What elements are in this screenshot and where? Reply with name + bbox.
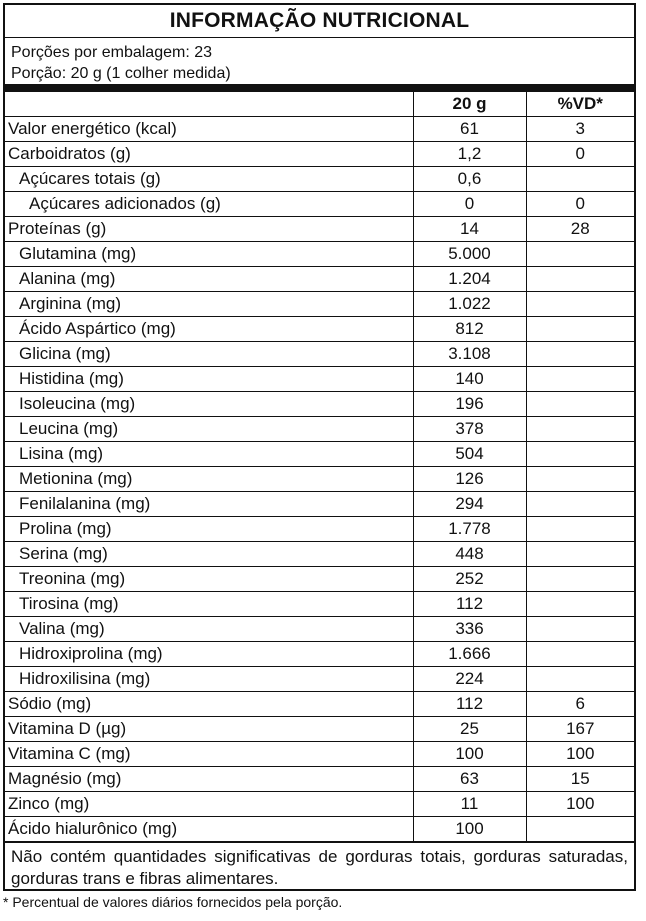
table-row bbox=[5, 492, 634, 517]
table-row bbox=[5, 392, 634, 417]
nutrient-amount: 224 bbox=[413, 667, 526, 692]
nutrient-dv bbox=[526, 617, 634, 642]
table-row bbox=[5, 542, 634, 567]
nutrient-name: Ácido hialurônico (mg) bbox=[5, 817, 413, 842]
table-row bbox=[5, 467, 634, 492]
table-row bbox=[5, 567, 634, 592]
table-row bbox=[5, 717, 634, 742]
nutrient-name: Proteínas (g) bbox=[5, 217, 413, 242]
nutrient-name: Serina (mg) bbox=[5, 542, 413, 567]
nutrient-dv bbox=[526, 642, 634, 667]
nutrient-dv bbox=[526, 492, 634, 517]
nutrient-dv bbox=[526, 167, 634, 192]
nutrient-amount: 1.778 bbox=[413, 517, 526, 542]
nutrient-name: Glutamina (mg) bbox=[5, 242, 413, 267]
serving-size: Porção: 20 g (1 colher medida) bbox=[11, 65, 231, 82]
header-dv: %VD* bbox=[526, 92, 634, 117]
nutrient-amount: 14 bbox=[413, 217, 526, 242]
table-row bbox=[5, 142, 634, 167]
nutrient-amount: 336 bbox=[413, 617, 526, 642]
nutrient-name: Açúcares totais (g) bbox=[5, 167, 413, 192]
nutrient-amount: 25 bbox=[413, 717, 526, 742]
nutrient-amount: 126 bbox=[413, 467, 526, 492]
nutrient-name: Magnésio (mg) bbox=[5, 767, 413, 792]
table-row bbox=[5, 317, 634, 342]
nutrient-dv bbox=[526, 517, 634, 542]
nutrient-dv bbox=[526, 417, 634, 442]
nutrient-amount: 196 bbox=[413, 392, 526, 417]
nutrient-dv bbox=[526, 367, 634, 392]
nutrient-name: Fenilalanina (mg) bbox=[5, 492, 413, 517]
table-row bbox=[5, 767, 634, 792]
nutrient-amount: 0,6 bbox=[413, 167, 526, 192]
table-row bbox=[5, 242, 634, 267]
nutrient-amount: 112 bbox=[413, 592, 526, 617]
nutrient-dv bbox=[526, 242, 634, 267]
nutrient-dv: 167 bbox=[526, 717, 634, 742]
nutrient-amount: 11 bbox=[413, 792, 526, 817]
nutrient-dv bbox=[526, 442, 634, 467]
nutrient-amount: 61 bbox=[413, 117, 526, 142]
table-row bbox=[5, 367, 634, 392]
nutrient-amount: 812 bbox=[413, 317, 526, 342]
nutrient-name: Alanina (mg) bbox=[5, 267, 413, 292]
nutrient-name: Tirosina (mg) bbox=[5, 592, 413, 617]
nutrient-dv bbox=[526, 592, 634, 617]
nutrient-name: Prolina (mg) bbox=[5, 517, 413, 542]
nutrient-amount: 1.204 bbox=[413, 267, 526, 292]
nutrient-name: Arginina (mg) bbox=[5, 292, 413, 317]
nutrient-name: Lisina (mg) bbox=[5, 442, 413, 467]
nutrient-name: Treonina (mg) bbox=[5, 567, 413, 592]
nutrient-name: Hidroxiprolina (mg) bbox=[5, 642, 413, 667]
nutrient-dv bbox=[526, 392, 634, 417]
nutrient-amount: 140 bbox=[413, 367, 526, 392]
nutrient-amount: 3.108 bbox=[413, 342, 526, 367]
nutrient-amount: 0 bbox=[413, 192, 526, 217]
table-row bbox=[5, 742, 634, 767]
nutrient-amount: 294 bbox=[413, 492, 526, 517]
table-row bbox=[5, 267, 634, 292]
nutrient-name: Isoleucina (mg) bbox=[5, 392, 413, 417]
nutrient-dv bbox=[526, 817, 634, 842]
nutrient-dv: 3 bbox=[526, 117, 634, 142]
table-row bbox=[5, 592, 634, 617]
nutrient-dv: 6 bbox=[526, 692, 634, 717]
nutrient-dv: 100 bbox=[526, 792, 634, 817]
table-row bbox=[5, 417, 634, 442]
table-row bbox=[5, 192, 634, 217]
nutrient-dv: 0 bbox=[526, 142, 634, 167]
nutrient-name: Sódio (mg) bbox=[5, 692, 413, 717]
table-row bbox=[5, 517, 634, 542]
nutrient-amount: 100 bbox=[413, 817, 526, 842]
header-divider bbox=[5, 84, 634, 91]
table-body bbox=[5, 117, 634, 842]
nutrient-dv bbox=[526, 317, 634, 342]
table-row bbox=[5, 692, 634, 717]
header-blank-cell bbox=[5, 92, 413, 117]
nutrient-name: Valina (mg) bbox=[5, 617, 413, 642]
nutrient-dv bbox=[526, 567, 634, 592]
nutrient-name: Leucina (mg) bbox=[5, 417, 413, 442]
nutrient-name: Valor energético (kcal) bbox=[5, 117, 413, 142]
nutrient-dv: 0 bbox=[526, 192, 634, 217]
nutrient-name: Metionina (mg) bbox=[5, 467, 413, 492]
nutrient-dv: 15 bbox=[526, 767, 634, 792]
table-row bbox=[5, 342, 634, 367]
table-header-row bbox=[5, 92, 634, 117]
table-row bbox=[5, 292, 634, 317]
nutrient-name: Açúcares adicionados (g) bbox=[5, 192, 413, 217]
table-row bbox=[5, 792, 634, 817]
footnote: * Percentual de valores diários fornecidos pela porção. bbox=[3, 894, 343, 910]
serving-info bbox=[5, 38, 634, 84]
nutrition-facts-panel bbox=[3, 3, 636, 891]
nutrient-dv bbox=[526, 542, 634, 567]
nutrient-name: Histidina (mg) bbox=[5, 367, 413, 392]
nutrient-name: Ácido Aspártico (mg) bbox=[5, 317, 413, 342]
nutrient-dv: 100 bbox=[526, 742, 634, 767]
nutrient-name: Vitamina D (µg) bbox=[5, 717, 413, 742]
nutrient-amount: 63 bbox=[413, 767, 526, 792]
table-row bbox=[5, 667, 634, 692]
nutrient-dv bbox=[526, 292, 634, 317]
nutrient-amount: 252 bbox=[413, 567, 526, 592]
nutrition-table bbox=[5, 91, 634, 842]
nutrient-amount: 1.666 bbox=[413, 642, 526, 667]
nutrient-name: Vitamina C (mg) bbox=[5, 742, 413, 767]
nutrient-amount: 112 bbox=[413, 692, 526, 717]
nutrient-amount: 5.000 bbox=[413, 242, 526, 267]
nutrient-amount: 378 bbox=[413, 417, 526, 442]
table-row bbox=[5, 217, 634, 242]
notes-text: Não contém quantidades significativas de gorduras totais, gorduras saturadas, gorduras trans e fibras alimentares. bbox=[5, 842, 634, 899]
nutrient-dv bbox=[526, 667, 634, 692]
nutrient-name: Carboidratos (g) bbox=[5, 142, 413, 167]
table-row bbox=[5, 642, 634, 667]
nutrient-amount: 1,2 bbox=[413, 142, 526, 167]
nutrient-name: Hidroxilisina (mg) bbox=[5, 667, 413, 692]
nutrient-name: Glicina (mg) bbox=[5, 342, 413, 367]
nutrient-dv bbox=[526, 467, 634, 492]
nutrient-amount: 1.022 bbox=[413, 292, 526, 317]
panel-title: INFORMAÇÃO NUTRICIONAL bbox=[5, 5, 634, 38]
nutrient-dv bbox=[526, 267, 634, 292]
nutrient-dv bbox=[526, 342, 634, 367]
nutrient-amount: 100 bbox=[413, 742, 526, 767]
nutrient-amount: 448 bbox=[413, 542, 526, 567]
nutrient-dv: 28 bbox=[526, 217, 634, 242]
servings-per-package: Porções por embalagem: 23 bbox=[11, 44, 212, 61]
header-amount: 20 g bbox=[413, 92, 526, 117]
table-row bbox=[5, 617, 634, 642]
nutrient-amount: 504 bbox=[413, 442, 526, 467]
table-row bbox=[5, 167, 634, 192]
table-row bbox=[5, 117, 634, 142]
table-row bbox=[5, 442, 634, 467]
nutrient-name: Zinco (mg) bbox=[5, 792, 413, 817]
table-row bbox=[5, 817, 634, 842]
